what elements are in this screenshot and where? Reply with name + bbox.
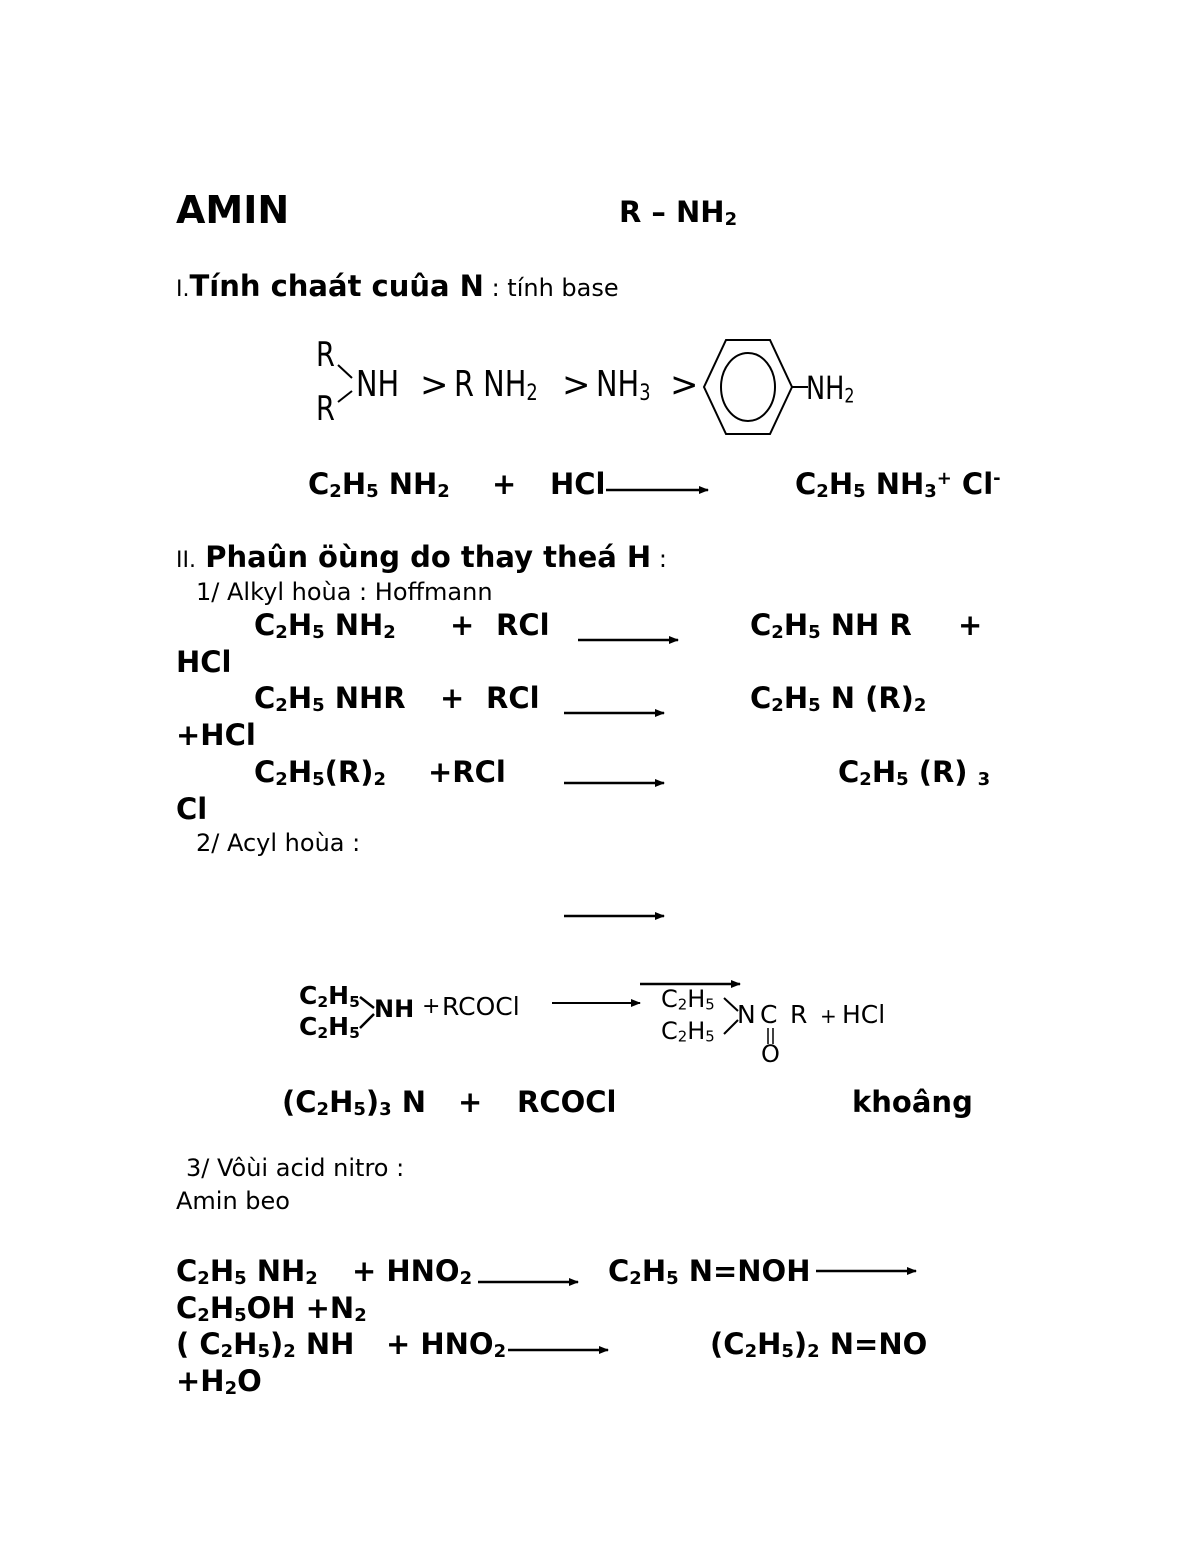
nitro-heading: 3/ Vôùi acid nitro : (186, 1154, 405, 1182)
nitro-2-reactant: ( C2H5)2 NH (176, 1327, 355, 1363)
acyl-tertiary-reagent: RCOCl (517, 1085, 617, 1119)
acyl-hcl: HCl (842, 1000, 886, 1029)
alkyl-3-reagent: +RCl (428, 755, 506, 789)
bond-acyl-product-bottom (724, 1020, 738, 1034)
acyl-product-r: R (790, 1000, 808, 1029)
alkyl-1-reactant: C2H5 NH2 (254, 608, 396, 644)
acyl-reactant-ethyl-top: C2H5 (299, 981, 360, 1011)
salt-reagent: HCl (550, 467, 606, 501)
section-2-heading: II. Phaûn öùng do thay theá H : (176, 540, 667, 574)
basicity-ammonia: NH3 (596, 364, 651, 407)
basicity-gt-3: > (670, 365, 699, 405)
acyl-heading: 2/ Acyl hoùa : (196, 829, 361, 857)
bond-acyl-product-top (724, 998, 738, 1011)
basicity-r-bottom: R (316, 389, 335, 429)
acyl-product-c: C (760, 1000, 778, 1029)
alkyl-1-reagent: RCl (496, 608, 550, 642)
alkyl-2-reactant: C2H5 NHR (254, 681, 406, 717)
section-1-heading: I.Tính chaát cuûa N : tính base (176, 269, 619, 303)
acyl-reagent: RCOCl (442, 992, 520, 1021)
basicity-aniline-nh2: NH2 (806, 369, 855, 408)
acyl-reactant-nh: NH (374, 995, 415, 1023)
acyl-tertiary-reactant: (C2H5)3 N (282, 1085, 427, 1121)
salt-product: C2H5 NH3+ Cl- (795, 467, 1001, 503)
benzene-aromatic-circle (721, 353, 775, 421)
basicity-r-top: R (316, 335, 335, 375)
alkyl-1-wrap: HCl (176, 645, 232, 679)
page-title: AMIN (176, 188, 290, 232)
nitro-1-reactant: C2H5 NH2 (176, 1254, 318, 1290)
acyl-reactant-ethyl-bottom: C2H5 (299, 1012, 360, 1042)
alkyl-heading: 1/ Alkyl hoùa : Hoffmann (196, 578, 493, 606)
alkyl-2-plus: + (440, 681, 465, 715)
acyl-plus-2: + (820, 1004, 837, 1028)
acyl-product-o: O (761, 1040, 780, 1068)
salt-reactant: C2H5 NH2 (308, 467, 450, 503)
basicity-nh: NH (356, 364, 400, 405)
acyl-product-ethyl-top: C2H5 (661, 985, 715, 1014)
nitro-subheading: Amin beo (176, 1187, 290, 1215)
bond-r-top (338, 365, 352, 378)
bond-acyl-reactant-top (360, 997, 374, 1008)
acyl-tertiary-plus: + (458, 1085, 483, 1119)
alkyl-2-reagent: RCl (486, 681, 540, 715)
alkyl-1-plus-2: + (958, 608, 983, 642)
acyl-plus-1: + (422, 994, 441, 1019)
basicity-gt-1: > (420, 365, 449, 405)
benzene-ring (704, 340, 792, 434)
basicity-gt-2: > (562, 365, 591, 405)
alkyl-3-reactant: C2H5(R)2 (254, 755, 386, 791)
nitro-2-wrap: +H2O (176, 1364, 262, 1400)
nitro-1-product: C2H5 N=NOH (608, 1254, 811, 1290)
alkyl-2-wrap: +HCl (176, 718, 256, 752)
nitro-2-reagent: + HNO2 (386, 1327, 507, 1363)
alkyl-3-product: C2H5 (R) 3 (838, 755, 991, 791)
acyl-tertiary-result: khoâng (852, 1085, 973, 1119)
alkyl-3-wrap: Cl (176, 792, 208, 826)
salt-plus: + (492, 467, 517, 501)
bond-acyl-reactant-bottom (360, 1014, 374, 1028)
bond-r-bottom (338, 391, 352, 402)
general-formula: R – NH2 (619, 195, 738, 231)
alkyl-2-product: C2H5 N (R)2 (750, 681, 927, 717)
nitro-1-wrap: C2H5OH +N2 (176, 1291, 367, 1327)
alkyl-1-product: C2H5 NH R (750, 608, 912, 644)
alkyl-1-plus: + (450, 608, 475, 642)
nitro-2-product: (C2H5)2 N=NO (710, 1327, 928, 1363)
nitro-1-reagent: + HNO2 (352, 1254, 473, 1290)
acyl-product-n: N (737, 1000, 756, 1029)
acyl-product-ethyl-bottom: C2H5 (661, 1017, 715, 1046)
basicity-primary-amine: R NH2 (454, 364, 538, 407)
